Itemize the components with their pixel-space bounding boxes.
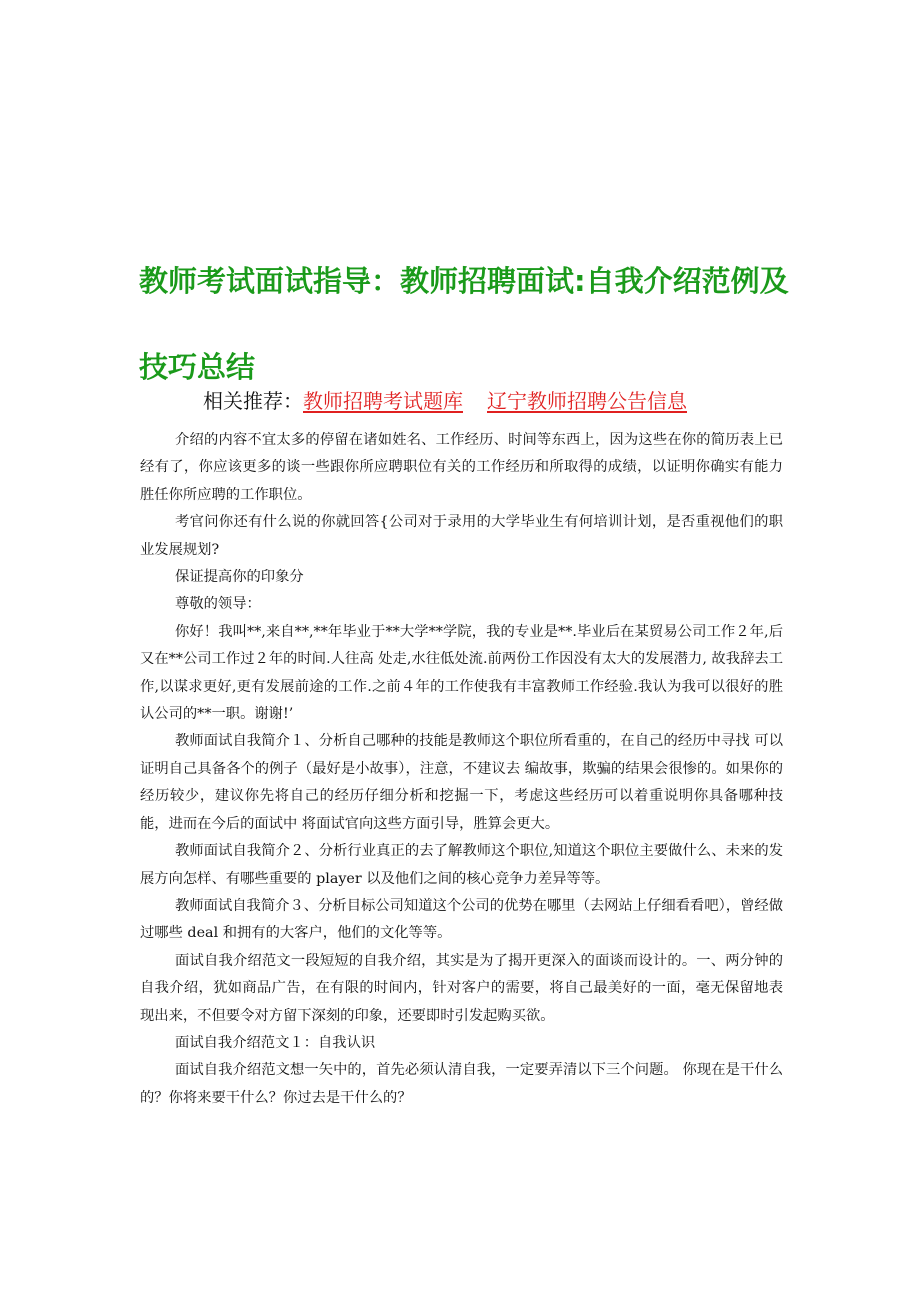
- paragraph-salutation: 尊敬的领导：: [175, 596, 261, 613]
- related-link-exam-bank[interactable]: 教师招聘考试题库: [303, 389, 463, 413]
- paragraph-sample-intro: 你好！我叫**,来自**,**年毕业于**大学**学院，我的专业是**.毕业后在某贸易公司工作２年,后又在**公司工作过２年的时间.人往高 处走,水往低处流.前两份工作因没有太大的发展潜力, 故我辞去工作,以谋求更好,更有发展前途的工作.之前４年的工作使我有丰富教师工作经验.我认为我可以很好的胜认公司的**一职。谢谢!’: [140, 623, 783, 723]
- related-label: 相关推荐：: [203, 389, 303, 413]
- related-recommendations: [203, 384, 843, 418]
- paragraph-tip-2: 教师面试自我简介２、分析行业真正的去了解教师这个职位,知道这个职位主要做什么、未来的发展方向怎样、有哪些重要的 player 以及他们之间的核心竞争力差异等等。: [140, 843, 783, 887]
- paragraph-intro-content: 介绍的内容不宜太多的停留在诸如姓名、工作经历、时间等东西上，因为这些在你的简历表上已经有了，你应该更多的谈一些跟你所应聘职位有关的工作经历和所取得的成绩，以证明你确实有能力胜任你所应聘的工作职位。: [140, 432, 783, 503]
- paragraph-impression: 保证提高你的印象分: [175, 569, 304, 586]
- document-title: 教师考试面试指导：教师招聘面试:自我介绍范例及技巧总结: [139, 264, 789, 384]
- document-body: [140, 427, 783, 1112]
- paragraph-examiner-question: 考官问你还有什么说的你就回答{公司对于录用的大学毕业生有何培训计划，是否重视他们的职业发展规划?: [140, 514, 783, 558]
- paragraph-sample-overview: 面试自我介绍范文一段短短的自我介绍，其实是为了揭开更深入的面谈而设计的。一、两分钟的自我介绍，犹如商品广告，在有限的时间内，针对客户的需要，将自己最美好的一面，毫无保留地表现出来，不但要令对方留下深刻的印象，还要即时引发起购买欲。: [140, 952, 783, 1024]
- paragraph-sample-1-heading: 面试自我介绍范文１：自我认识: [175, 1034, 376, 1051]
- related-link-liaoning-notice[interactable]: 辽宁教师招聘公告信息: [487, 389, 687, 413]
- paragraph-tip-3: 教师面试自我简介３、分析目标公司知道这个公司的优势在哪里（去网站上仔细看看吧），曾经做过哪些 deal 和拥有的大客户，他们的文化等等。: [140, 897, 783, 942]
- paragraph-tip-1: 教师面试自我简介１、分析自己哪种的技能是教师这个职位所看重的，在自己的经历中寻找 可以证明自己具备各个的例子（最好是小故事），注意，不建议去 编故事，欺骗的结果会很惨的。如果你的经历较少，建议你先将自己的经历仔细分析和挖掘一下，考虑这些经历可以着重说明你具备哪种技能，进而在今后的面试中 将面试官向这些方面引导，胜算会更大。: [140, 733, 783, 832]
- paragraph-sample-1-body: 面试自我介绍范文想一矢中的，首先必须认清自我，一定要弄清以下三个问题。 你现在是干什么的？你将来要干什么？你过去是干什么的？: [140, 1062, 783, 1106]
